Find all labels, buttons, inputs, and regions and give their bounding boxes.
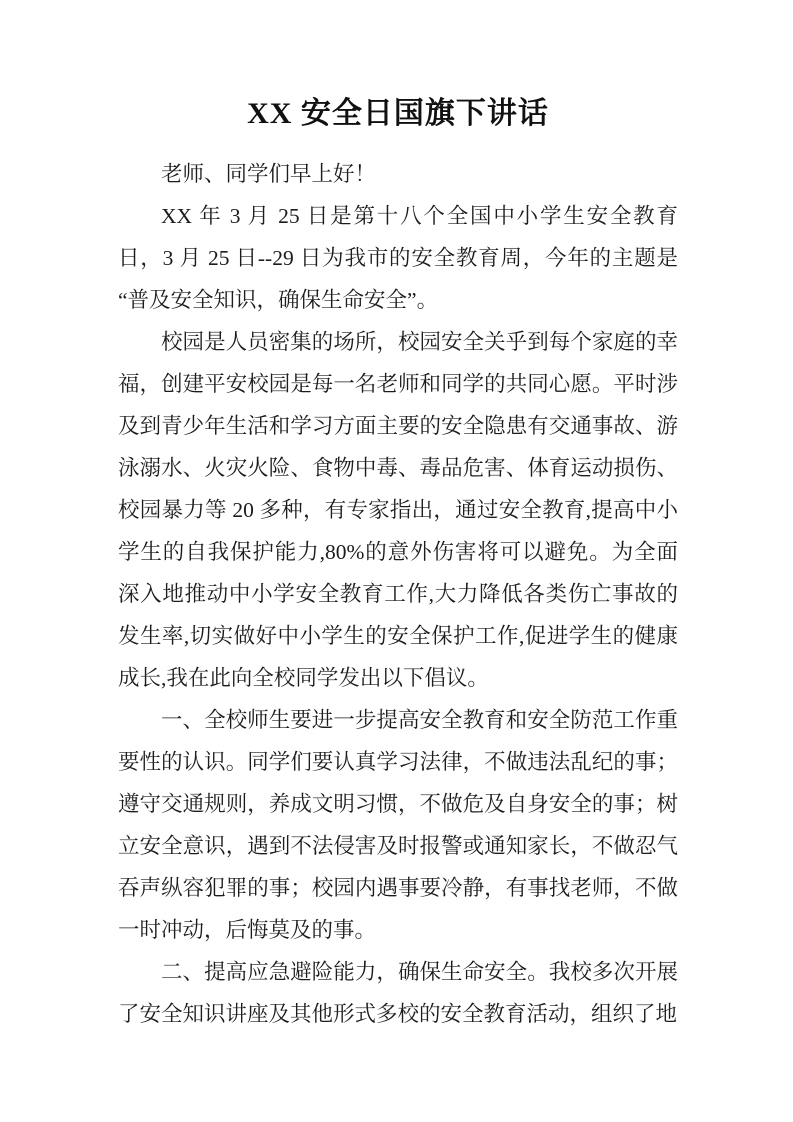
paragraph: 一、全校师生要进一步提高安全教育和安全防范工作重要性的认识。同学们要认真学习法律，不做违法乱纪的事；遵守交通规则，养成文明习惯，不做危及自身安全的事；树立安全意识，遇到不法侵害及时报警或通知家长，不做忍气吞声纵容犯罪的事；校园内遇事要冷静，有事找老师，不做一时冲动，后悔莫及的事。 bbox=[118, 708, 678, 942]
paragraph: XX 年 3 月 25 日是第十八个全国中小学生安全教育日，3 月 25 日--29 日为我市的安全教育周，今年的主题是“普及安全知识，确保生命安全”。 bbox=[118, 204, 678, 312]
paragraph: 老师、同学们早上好！ bbox=[161, 162, 377, 186]
document-title: XX 安全日国旗下讲话 bbox=[247, 97, 549, 130]
document-body bbox=[118, 153, 678, 1035]
paragraph: 二、提高应急避险能力，确保生命安全。我校多次开展了安全知识讲座及其他形式多校的安全教育活动，组织了地 bbox=[118, 960, 678, 1026]
paragraph: 校园是人员密集的场所，校园安全关乎到每个家庭的幸福，创建平安校园是每一名老师和同学的共同心愿。平时涉及到青少年生活和学习方面主要的安全隐患有交通事故、游泳溺水、火灾火险、食物中毒、毒品危害、体育运动损伤、校园暴力等 20 多种，有专家指出，通过安全教育,提高中小学生的自我保护能力,80%的意外伤害将可以避免。为全面深入地推动中小学安全教育工作,大力降低各类伤亡事故的发生率,切实做好中小学生的安全保护工作,促进学生的健康成长,我在此向全校同学发出以下倡议。 bbox=[118, 330, 678, 690]
